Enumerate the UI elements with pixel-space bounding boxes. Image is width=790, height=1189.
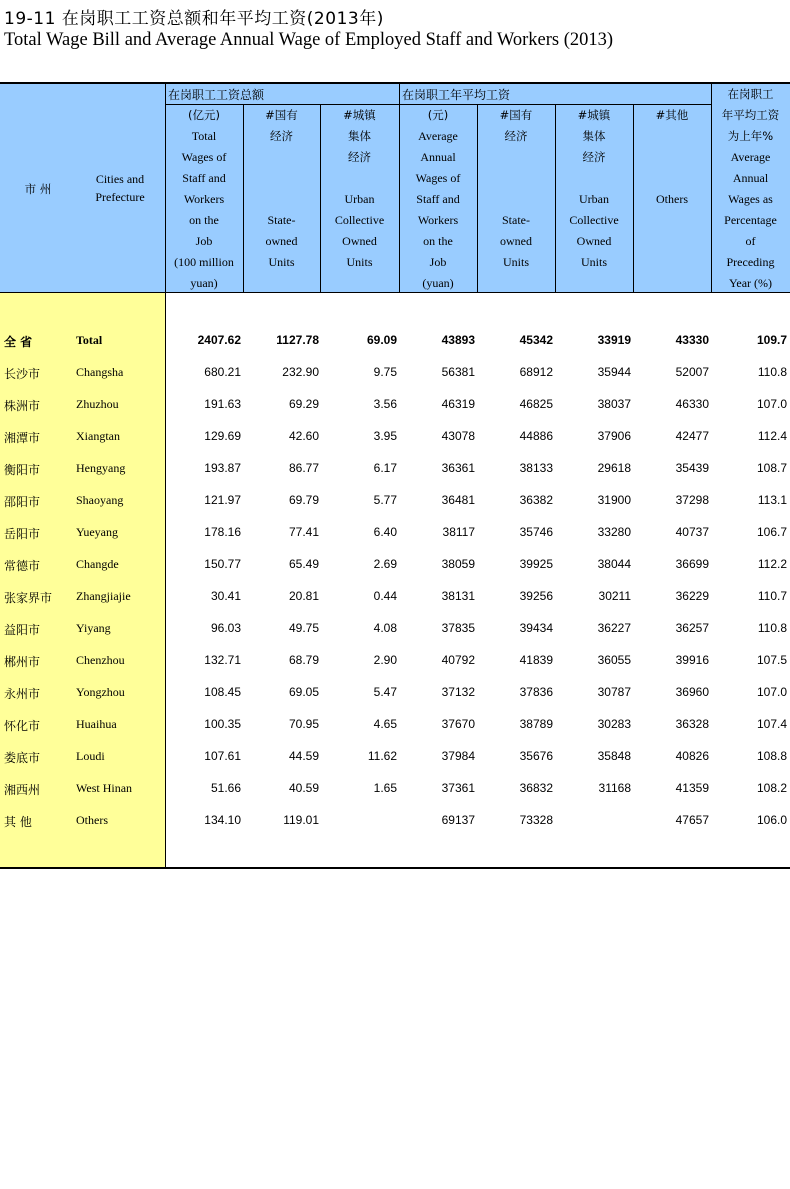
row-name-cn: 常德市 (4, 559, 41, 573)
header-others: #其他 Others (655, 108, 689, 206)
cell-value: 29618 (597, 461, 631, 475)
header-total-wages: (亿元) Total Wages of Staff and Workers on the Job (100 million yuan) (174, 108, 234, 290)
table-row (0, 709, 790, 741)
table-row (0, 805, 790, 837)
cell-value: 70.95 (288, 717, 319, 731)
cell-value: 35848 (597, 749, 631, 763)
row-name-en: Yongzhou (76, 685, 125, 699)
cell-value: 191.63 (204, 397, 241, 411)
cell-value: 46825 (519, 397, 553, 411)
table-row (0, 741, 790, 773)
cell-value: 113.1 (757, 493, 787, 507)
cell-value: 38789 (519, 717, 553, 731)
row-name-cn: 湘潭市 (4, 431, 41, 445)
row-name-en: Yueyang (76, 525, 118, 539)
cell-value: 33280 (597, 525, 631, 539)
cell-value: 30787 (597, 685, 631, 699)
header-city-en: Cities and Prefecture (95, 172, 145, 204)
cell-value: 106.7 (756, 525, 787, 539)
cell-value: 36328 (675, 717, 709, 731)
row-name-en: Zhuzhou (76, 397, 119, 411)
cell-value: 108.2 (756, 781, 787, 795)
cell-value: 68.79 (288, 653, 319, 667)
table-row (0, 389, 790, 421)
cell-value: 2.90 (373, 653, 397, 667)
cell-value: 45342 (519, 333, 553, 347)
row-name-en: Shaoyang (76, 493, 124, 507)
cell-value: 39916 (675, 653, 709, 667)
header-urban-collective-total: #城镇 集体 经济 Urban Collective Owned Units (334, 108, 385, 269)
cell-value: 33919 (597, 333, 631, 347)
cell-value: 38059 (441, 557, 475, 571)
cell-value: 1.65 (373, 781, 397, 795)
cell-value: 0.44 (373, 589, 397, 603)
cell-value: 112.4 (757, 429, 787, 443)
cell-value: 38037 (597, 397, 631, 411)
cell-value: 150.77 (204, 557, 241, 571)
table-row (0, 325, 790, 357)
cell-value: 31900 (597, 493, 631, 507)
cell-value: 44886 (519, 429, 553, 443)
cell-value: 5.77 (373, 493, 397, 507)
table-row (0, 485, 790, 517)
cell-value: 69.05 (288, 685, 319, 699)
cell-value: 43078 (441, 429, 475, 443)
row-name-cn: 株洲市 (4, 399, 41, 413)
row-name-en: Total (76, 333, 103, 347)
row-name-cn: 郴州市 (4, 655, 41, 669)
cell-value: 100.35 (204, 717, 241, 731)
cell-value: 37836 (519, 685, 553, 699)
table-row (0, 453, 790, 485)
cell-value: 37984 (441, 749, 475, 763)
cell-value: 193.87 (204, 461, 241, 475)
cell-value: 178.16 (204, 525, 241, 539)
cell-value: 38131 (441, 589, 475, 603)
row-name-en: Changsha (76, 365, 124, 379)
cell-value: 36227 (597, 621, 631, 635)
cell-value: 121.97 (204, 493, 241, 507)
row-name-cn: 张家界市 (4, 591, 53, 605)
table-row (0, 517, 790, 549)
cell-value: 110.7 (757, 589, 787, 603)
cell-value: 69.29 (288, 397, 319, 411)
cell-value: 68912 (519, 365, 553, 379)
cell-value: 35439 (675, 461, 709, 475)
cell-value: 129.69 (204, 429, 241, 443)
table-row (0, 645, 790, 677)
row-name-cn: 怀化市 (4, 719, 41, 733)
table-row (0, 357, 790, 389)
cell-value: 4.08 (373, 621, 397, 635)
cell-value: 36481 (441, 493, 475, 507)
row-name-cn: 长沙市 (4, 367, 41, 381)
table-row (0, 677, 790, 709)
cell-value: 35944 (597, 365, 631, 379)
cell-value: 40826 (675, 749, 709, 763)
cell-value: 108.7 (756, 461, 787, 475)
row-name-en: Yiyang (76, 621, 111, 635)
cell-value: 4.65 (373, 717, 397, 731)
cell-value: 96.03 (210, 621, 241, 635)
header-city-cn: 市 州 (24, 182, 52, 196)
cell-value: 41359 (675, 781, 709, 795)
cell-value: 69.79 (288, 493, 319, 507)
cell-value: 43893 (441, 333, 475, 347)
cell-value: 31168 (598, 781, 631, 795)
table-header (0, 82, 790, 293)
cell-value: 5.47 (373, 685, 397, 699)
cell-value: 69137 (441, 813, 475, 827)
cell-value: 112.2 (757, 557, 787, 571)
cell-value: 39925 (519, 557, 553, 571)
cell-value: 43330 (675, 333, 709, 347)
cell-value: 37906 (597, 429, 631, 443)
header-average-wage: (元) Average Annual Wages of Staff and Workers on the Job (yuan) (415, 108, 461, 290)
cell-value: 132.71 (204, 653, 241, 667)
cell-value: 36257 (675, 621, 709, 635)
row-name-en: Zhangjiajie (76, 589, 131, 603)
cell-value: 40.59 (288, 781, 319, 795)
row-name-en: Huaihua (76, 717, 117, 731)
cell-value: 44.59 (288, 749, 319, 763)
cell-value: 119.01 (283, 813, 319, 827)
cell-value: 108.8 (756, 749, 787, 763)
row-name-cn: 邵阳市 (4, 495, 41, 509)
cell-value: 2407.62 (197, 333, 241, 347)
cell-value: 36229 (675, 589, 709, 603)
row-name-cn: 湘西州 (4, 783, 41, 797)
cell-value: 108.45 (204, 685, 241, 699)
group-average-wage: 在岗职工年平均工资 (402, 88, 511, 102)
cell-value: 2.69 (373, 557, 397, 571)
cell-value: 30211 (598, 589, 631, 603)
cell-value: 38044 (597, 557, 631, 571)
header-urban-collective-avg: #城镇 集体 经济 Urban Collective Owned Units (569, 108, 619, 269)
row-name-cn: 娄底市 (4, 751, 41, 765)
header-pct-preceding-year: 在岗职工 年平均工资 为上年% Average Annual Wages as Percentage of Preceding Year (%) (721, 87, 780, 290)
cell-value: 46330 (675, 397, 709, 411)
cell-value: 680.21 (204, 365, 241, 379)
cell-value: 35676 (519, 749, 553, 763)
table-row (0, 613, 790, 645)
cell-value: 1127.78 (276, 333, 319, 347)
cell-value: 107.61 (204, 749, 241, 763)
cell-value: 69.09 (366, 333, 397, 347)
cell-value: 77.41 (288, 525, 319, 539)
cell-value: 107.0 (756, 685, 787, 699)
cell-value: 73328 (519, 813, 553, 827)
cell-value: 107.0 (756, 397, 787, 411)
cell-value: 46319 (441, 397, 475, 411)
cell-value: 37670 (441, 717, 475, 731)
cell-value: 37835 (441, 621, 475, 635)
cell-value: 40737 (675, 525, 709, 539)
cell-value: 37298 (675, 493, 709, 507)
row-name-cn: 永州市 (4, 687, 41, 701)
row-name-en: Chenzhou (76, 653, 125, 667)
cell-value: 51.66 (210, 781, 241, 795)
row-name-en: Loudi (76, 749, 105, 763)
row-name-en: Xiangtan (76, 429, 120, 443)
cell-value: 37361 (441, 781, 475, 795)
table-row (0, 549, 790, 581)
cell-value: 36832 (519, 781, 553, 795)
table-row (0, 581, 790, 613)
row-name-cn: 其 他 (4, 815, 32, 829)
table-row (0, 421, 790, 453)
row-name-cn: 岳阳市 (4, 527, 41, 541)
cell-value: 30283 (597, 717, 631, 731)
cell-value: 42.60 (288, 429, 319, 443)
cell-value: 9.75 (373, 365, 397, 379)
cell-value: 3.95 (373, 429, 397, 443)
cell-value: 6.40 (373, 525, 397, 539)
cell-value: 110.8 (757, 365, 787, 379)
header-state-owned-avg: #国有 经济 State- owned Units (499, 108, 533, 269)
cell-value: 36960 (675, 685, 709, 699)
row-name-cn: 衡阳市 (4, 463, 41, 477)
table-row (0, 773, 790, 805)
header-state-owned-total: #国有 经济 State- owned Units (265, 108, 298, 269)
cell-value: 20.81 (288, 589, 319, 603)
row-name-en: Hengyang (76, 461, 126, 475)
cell-value: 106.0 (756, 813, 787, 827)
row-name-en: West Hinan (76, 781, 133, 795)
row-name-cn: 益阳市 (4, 623, 41, 637)
cell-value: 110.8 (757, 621, 787, 635)
table-bottom-rule (0, 867, 790, 869)
cell-value: 107.4 (756, 717, 787, 731)
row-name-cn: 全 省 (4, 335, 33, 349)
cell-value: 3.56 (373, 397, 397, 411)
cell-value: 39434 (519, 621, 553, 635)
cell-value: 11.62 (367, 749, 397, 763)
row-name-en: Others (76, 813, 108, 827)
cell-value: 47657 (675, 813, 709, 827)
cell-value: 41839 (519, 653, 553, 667)
cell-value: 30.41 (210, 589, 241, 603)
cell-value: 134.10 (204, 813, 241, 827)
cell-value: 37132 (441, 685, 475, 699)
cell-value: 56381 (441, 365, 475, 379)
row-name-en: Changde (76, 557, 119, 571)
cell-value: 36699 (675, 557, 709, 571)
cell-value: 86.77 (288, 461, 319, 475)
cell-value: 36361 (441, 461, 475, 475)
group-total-wages: 在岗职工工资总额 (168, 88, 265, 102)
page-title-en: Total Wage Bill and Average Annual Wage of Employed Staff and Workers (2013) (4, 30, 614, 50)
cell-value: 39256 (519, 589, 553, 603)
cell-value: 42477 (675, 429, 709, 443)
cell-value: 36055 (597, 653, 631, 667)
cell-value: 52007 (675, 365, 709, 379)
cell-value: 109.7 (756, 333, 787, 347)
cell-value: 35746 (519, 525, 553, 539)
cell-value: 232.90 (282, 365, 319, 379)
cell-value: 49.75 (288, 621, 319, 635)
cell-value: 38117 (442, 525, 475, 539)
cell-value: 40792 (441, 653, 475, 667)
cell-value: 65.49 (288, 557, 319, 571)
page-title-cn: 19-11 在岗职工工资总额和年平均工资(2013年) (4, 9, 384, 29)
cell-value: 36382 (519, 493, 553, 507)
cell-value: 6.17 (373, 461, 397, 475)
cell-value: 107.5 (756, 653, 787, 667)
cell-value: 38133 (519, 461, 553, 475)
